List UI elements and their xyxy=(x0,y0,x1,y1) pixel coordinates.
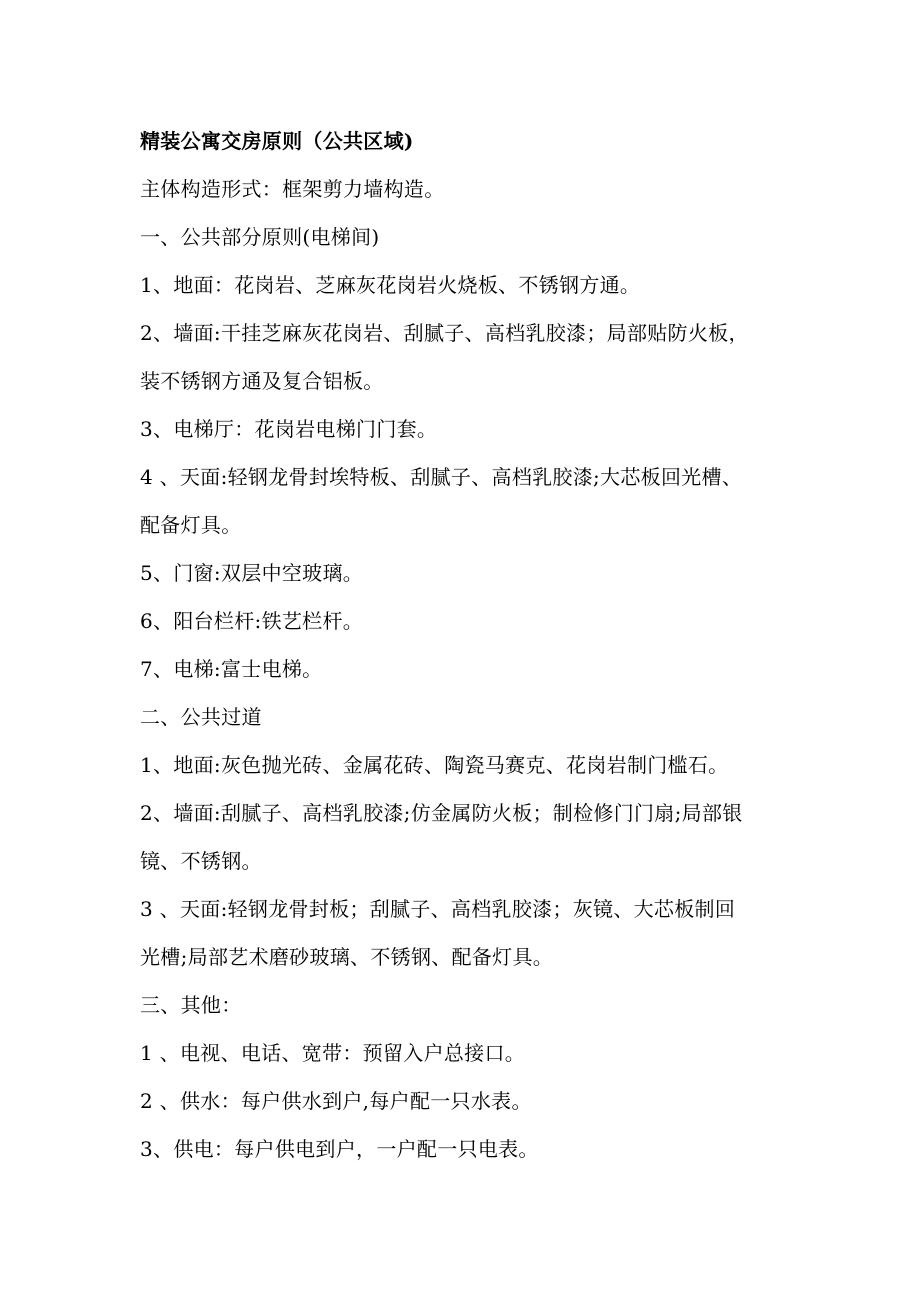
section-heading-1: 一、公共部分原则(电梯间) xyxy=(140,225,380,249)
document-title: 精装公寓交房原则（公共区域) xyxy=(140,129,414,153)
structure-line: 主体构造形式：框架剪力墙构造。 xyxy=(140,177,445,201)
text-line: 1、地面：花岗岩、芝麻灰花岗岩火烧板、不锈钢方通。 xyxy=(140,273,641,297)
text-line: 2、墙面:干挂芝麻灰花岗岩、刮腻子、高档乳胶漆；局部贴防火板， xyxy=(140,321,749,345)
text-line: 镜、不锈钢。 xyxy=(140,849,262,873)
text-line: 装不锈钢方通及复合铝板。 xyxy=(140,369,384,393)
text-line: 2 、供水：每户供水到户,每户配一只水表。 xyxy=(140,1089,532,1113)
text-line: 光槽;局部艺术磨砂玻璃、不锈钢、配备灯具。 xyxy=(140,945,554,969)
text-line: 7、电梯:富士电梯。 xyxy=(140,657,323,681)
text-line: 1 、电视、电话、宽带：预留入户总接口。 xyxy=(140,1041,526,1065)
text-line: 3、电梯厅：花岗岩电梯门门套。 xyxy=(140,417,438,441)
text-line: 1、地面:灰色抛光砖、金属花砖、陶瓷马赛克、花岗岩制门槛石。 xyxy=(140,753,729,777)
text-line: 配备灯具。 xyxy=(140,513,242,537)
section-heading-2: 二、公共过道 xyxy=(140,705,262,729)
text-line: 3 、天面:轻钢龙骨封板；刮腻子、高档乳胶漆；灰镜、大芯板制回 xyxy=(140,897,736,921)
section-heading-3: 三、其他： xyxy=(140,993,242,1017)
text-line: 2、墙面:刮腻子、高档乳胶漆;仿金属防火板；制检修门门扇;局部银 xyxy=(140,801,743,825)
text-line: 3、供电：每户供电到户，一户配一只电表。 xyxy=(140,1137,539,1161)
text-line: 4 、天面:轻钢龙骨封埃特板、刮腻子、高档乳胶漆;大芯板回光槽、 xyxy=(140,465,743,489)
text-line: 5、门窗:双层中空玻璃。 xyxy=(140,561,364,585)
document-body xyxy=(140,117,800,1173)
text-line: 6、阳台栏杆:铁艺栏杆。 xyxy=(140,609,364,633)
